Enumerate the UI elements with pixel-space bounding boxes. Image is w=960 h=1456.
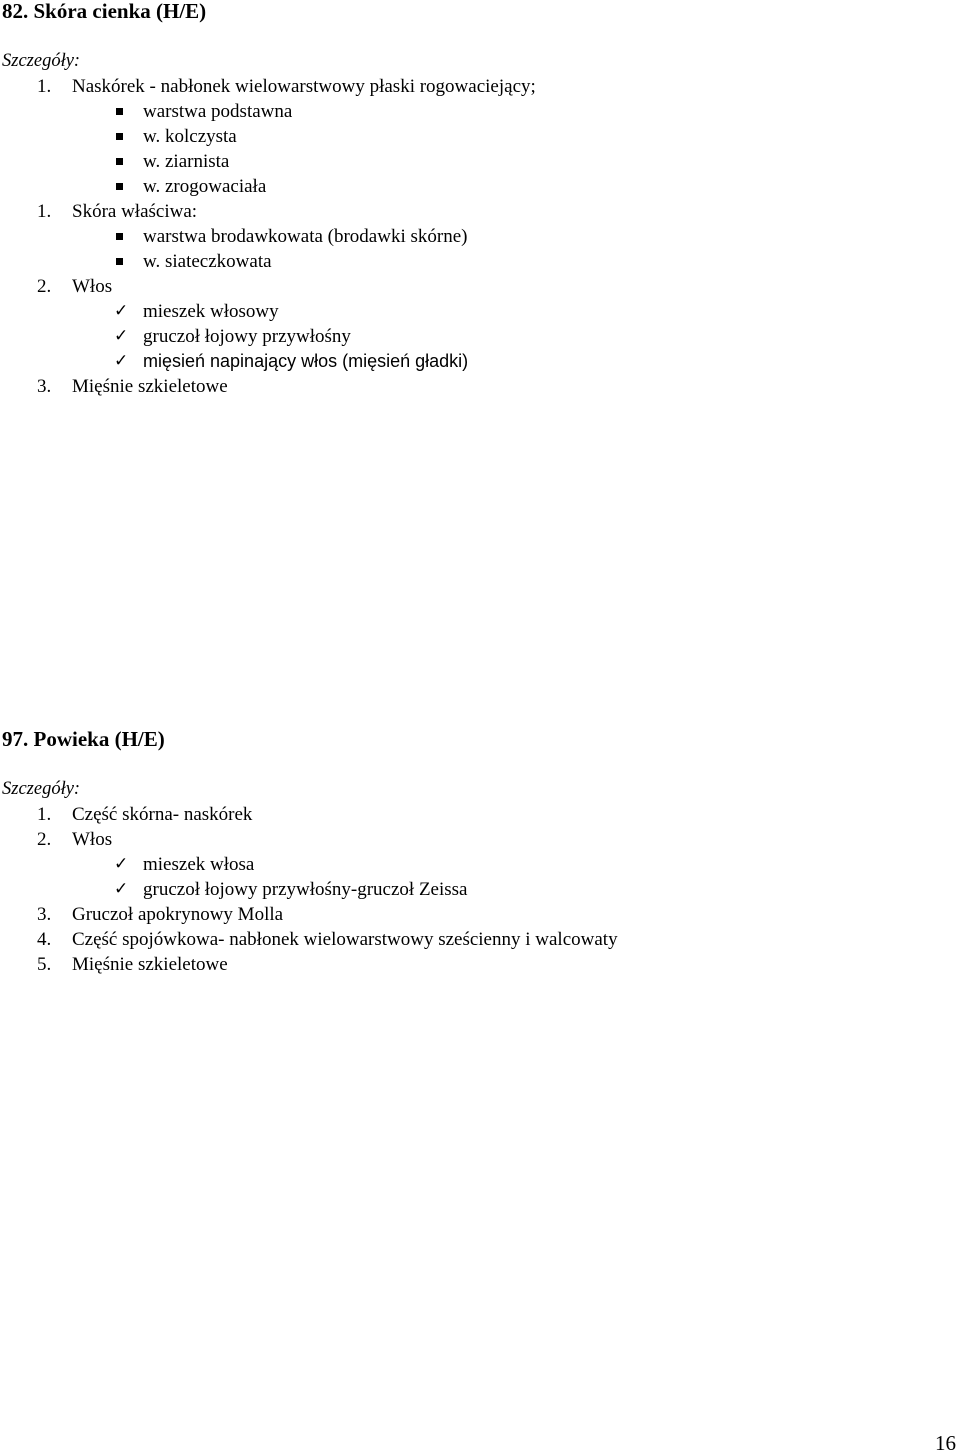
list-item: [0, 324, 960, 349]
list-item: [0, 927, 960, 952]
item-number: 1.: [37, 804, 52, 825]
item-text: Włos: [72, 829, 113, 850]
list-item: [0, 174, 960, 199]
list-item: [0, 877, 960, 902]
item-text: Naskórek - nabłonek wielowarstwowy płaski rogowaciejący;: [72, 76, 536, 97]
list-item: [0, 224, 960, 249]
item-number: 2.: [37, 276, 52, 297]
item-text: warstwa podstawna: [143, 101, 293, 122]
page-number: 16: [935, 1431, 956, 1455]
square-bullet-icon: [114, 124, 128, 149]
item-number: 4.: [37, 929, 52, 950]
item-text: w. ziarnista: [143, 151, 230, 172]
list-item: [0, 249, 960, 274]
list-item: [0, 149, 960, 174]
item-number: 3.: [37, 904, 52, 925]
item-text: w. siateczkowata: [143, 251, 272, 272]
list-item: [0, 852, 960, 877]
details-label: Szczegóły:: [2, 779, 81, 799]
item-text: mięsień napinający włos (mięsień gładki): [143, 351, 469, 371]
list-item: [0, 199, 960, 224]
list-item: [0, 124, 960, 149]
item-text: warstwa brodawkowata (brodawki skórne): [143, 226, 468, 247]
item-text: Część skórna- naskórek: [72, 804, 253, 825]
details-label: Szczegóły:: [2, 51, 81, 71]
square-bullet-icon: [114, 249, 128, 274]
list-item: [0, 952, 960, 977]
square-bullet-icon: [114, 174, 128, 199]
checkmark-icon: ✓: [114, 854, 129, 874]
item-text: w. kolczysta: [143, 126, 237, 147]
item-number: 5.: [37, 954, 52, 975]
item-number: 1.: [37, 201, 52, 222]
section-powieka: [0, 727, 960, 977]
item-number: 2.: [37, 829, 52, 850]
item-text: Mięśnie szkieletowe: [72, 376, 228, 397]
list-item: [0, 827, 960, 852]
list-item: [0, 349, 960, 374]
square-bullet-icon: [114, 99, 128, 124]
item-text: gruczoł łojowy przywłośny-gruczoł Zeissa: [143, 879, 468, 900]
item-text: Włos: [72, 276, 113, 297]
section-title: 82. Skóra cienka (H/E): [2, 0, 207, 23]
item-text: Mięśnie szkieletowe: [72, 954, 228, 975]
list-item: [0, 802, 960, 827]
checkmark-icon: ✓: [114, 879, 129, 899]
list-item: [0, 74, 960, 99]
item-text: w. zrogowaciała: [143, 176, 267, 197]
item-text: Część spojówkowa- nabłonek wielowarstwowy sześcienny i walcowaty: [72, 929, 618, 950]
item-text: mieszek włosowy: [143, 301, 279, 322]
square-bullet-icon: [114, 149, 128, 174]
item-text: Gruczoł apokrynowy Molla: [72, 904, 284, 925]
section-skora-cienka: [0, 0, 960, 399]
item-text: mieszek włosa: [143, 854, 255, 875]
list-item: [0, 274, 960, 299]
list-item: [0, 299, 960, 324]
list-item: [0, 374, 960, 399]
item-number: 3.: [37, 376, 52, 397]
item-text: Skóra właściwa:: [72, 201, 198, 222]
checkmark-icon: ✓: [114, 351, 129, 371]
checkmark-icon: ✓: [114, 326, 129, 346]
item-text: gruczoł łojowy przywłośny: [143, 326, 351, 347]
list-item: [0, 99, 960, 124]
section-title: 97. Powieka (H/E): [2, 727, 165, 751]
list-item: [0, 902, 960, 927]
item-number: 1.: [37, 76, 52, 97]
checkmark-icon: ✓: [114, 301, 129, 321]
square-bullet-icon: [114, 224, 128, 249]
